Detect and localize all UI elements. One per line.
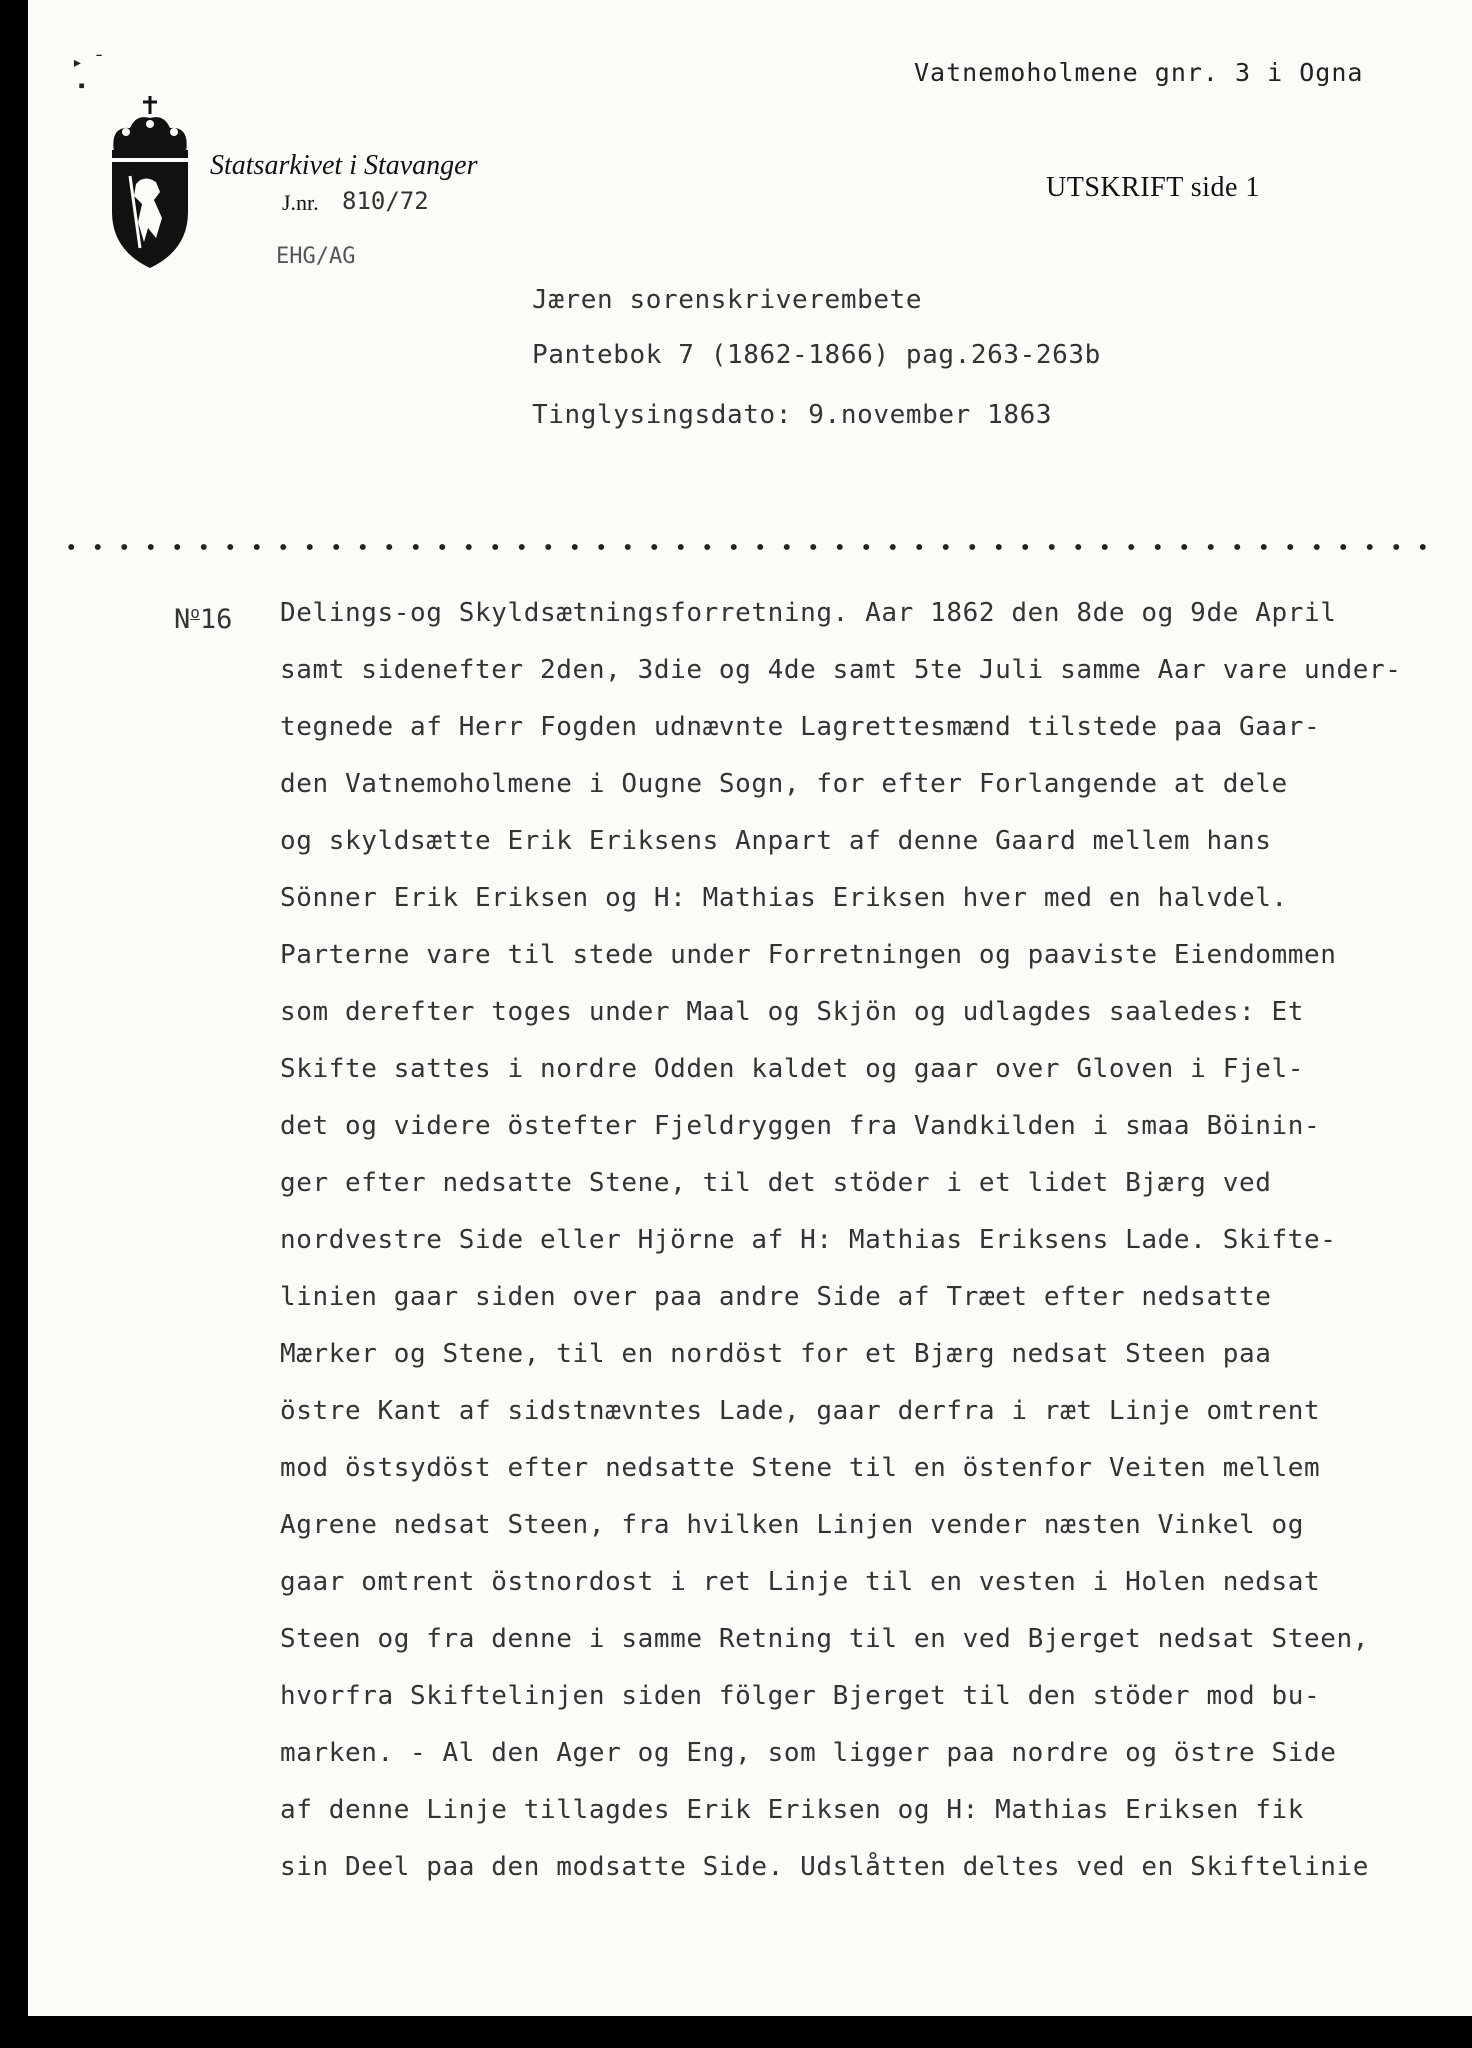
journal-label: J.nr. — [282, 190, 319, 215]
transcription-body — [280, 596, 1460, 1907]
text-line: linien gaar siden over paa andre Side af Træet efter nedsatte — [280, 1282, 1272, 1312]
text-line: sin Deel paa den modsatte Side. Udslåtten deltes ved en Skiftelinie — [280, 1852, 1369, 1882]
text-line: Steen og fra denne i samme Retning til en ved Bjerget nedsat Steen, — [280, 1624, 1369, 1654]
text-line: nordvestre Side eller Hjörne af H: Mathias Eriksens Lade. Skifte- — [280, 1225, 1337, 1255]
clerk-initials: EHG/AG — [276, 244, 356, 269]
text-line: som derefter toges under Maal og Skjön og udlagdes saaledes: Et — [280, 997, 1304, 1027]
dotted-separator — [58, 543, 1438, 551]
text-line: Agrene nedsat Steen, fra hvilken Linjen vender næsten Vinkel og — [280, 1510, 1304, 1540]
text-line: tegnede af Herr Fogden udnævnte Lagrettesmænd tilstede paa Gaar- — [280, 712, 1321, 742]
text-line: Sönner Erik Eriksen og H: Mathias Eriksen hver med en halvdel. — [280, 883, 1288, 913]
text-line: Parterne vare til stede under Forretningen og paaviste Eiendommen — [280, 940, 1337, 970]
text-line: det og videre östefter Fjeldryggen fra Vandkilden i smaa Böinin- — [280, 1111, 1321, 1141]
text-line: den Vatnemoholmene i Ougne Sogn, for efter Forlangende at dele — [280, 769, 1288, 799]
journal-number: 810/72 — [342, 187, 429, 215]
text-line: mod östsydöst efter nedsatte Stene til en östenfor Veiten mellem — [280, 1453, 1321, 1483]
text-line: og skyldsætte Erik Eriksens Anpart af denne Gaard mellem hans — [280, 826, 1272, 856]
text-line: hvorfra Skiftelinjen siden fölger Bjerget til den stöder mod bu- — [280, 1681, 1321, 1711]
text-line: Mærker og Stene, til en nordöst for et Bjærg nedsat Steen paa — [280, 1339, 1272, 1369]
property-title: Vatnemoholmene gnr. 3 i Ogna — [914, 58, 1364, 87]
extract-label: UTSKRIFT side 1 — [1046, 172, 1260, 203]
coat-of-arms-icon — [100, 92, 200, 272]
text-line: marken. - Al den Ager og Eng, som ligger paa nordre og östre Side — [280, 1738, 1337, 1768]
punch-mark: ▪ — [78, 78, 86, 92]
text-line: af denne Linje tillagdes Erik Eriksen og H: Mathias Eriksen fik — [280, 1795, 1304, 1825]
text-line: Delings-og Skyldsætningsforretning. Aar 1862 den 8de og 9de April — [280, 598, 1337, 628]
text-line: östre Kant af sidstnævntes Lade, gaar derfra i ræt Linje omtrent — [280, 1396, 1321, 1426]
entry-number: $N^o16$ — [174, 603, 233, 635]
mortgage-book-reference: Pantebok 7 (1862-1866) pag.263-263b — [532, 340, 1101, 370]
text-line: ger efter nedsatte Stene, til det stöder i et lidet Bjærg ved — [280, 1168, 1272, 1198]
court-office: Jæren sorenskriverembete — [532, 285, 923, 315]
registration-date: Tinglysingsdato: 9.november 1863 — [532, 400, 1053, 430]
punch-mark: ▸ ˉ — [72, 52, 105, 73]
text-line: Skifte sattes i nordre Odden kaldet og gaar over Gloven i Fjel- — [280, 1054, 1304, 1084]
archive-name: Statsarkivet i Stavanger — [210, 150, 478, 181]
document-page — [28, 0, 1472, 2016]
text-line: gaar omtrent östnordost i ret Linje til en vesten i Holen nedsat — [280, 1567, 1321, 1597]
text-line: samt sidenefter 2den, 3die og 4de samt 5te Juli samme Aar vare under- — [280, 655, 1402, 685]
